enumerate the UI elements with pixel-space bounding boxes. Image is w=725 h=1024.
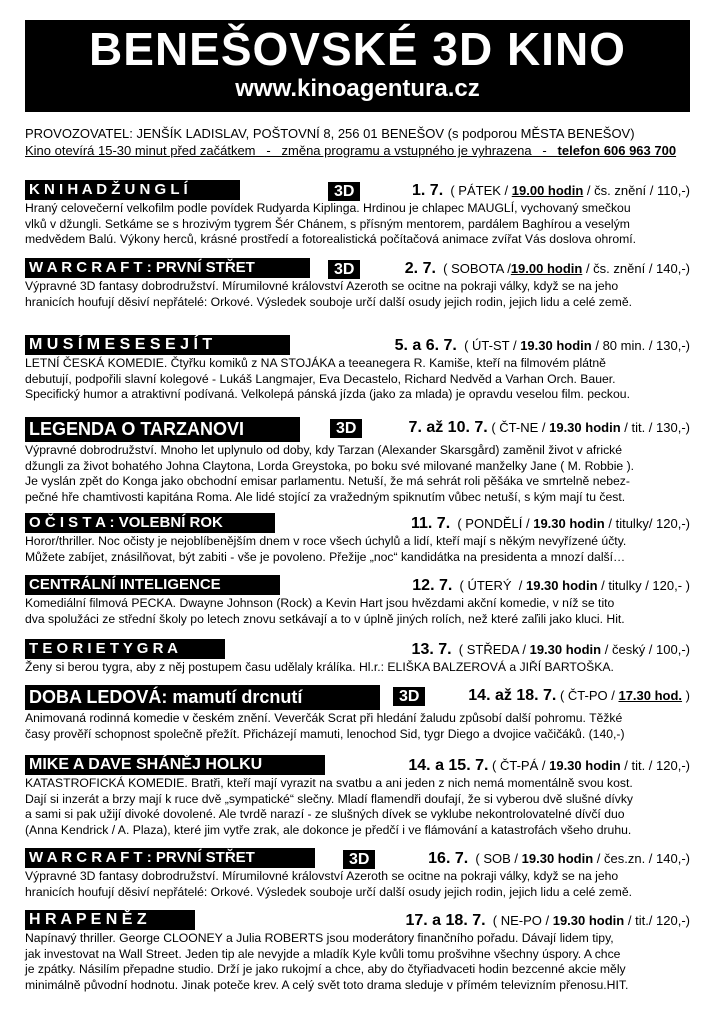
movie-description-line: Hraný celovečerní velkofilm podle povídek Rudyarda Kiplinga. Hrdinou je chlapec MAUGLÍ, vychovaný smečkou	[25, 201, 631, 215]
screening-info	[428, 850, 690, 868]
screening-details: / český / 100,-)	[601, 642, 690, 657]
screening-day: ( ÚT-ST /	[456, 338, 521, 353]
screening-info	[412, 577, 690, 595]
movie-description-line: je zpátky. Násilím přepadne studio. Drží je jako rukojmí a chce, aby do čtyřiadvaceti hodin bezcenné akcie měly	[25, 962, 626, 977]
screening-info	[408, 757, 690, 775]
movie-description-line: pečné hře chamtivosti kapitána Roma. Ale lidé stojící za vražedným spiknutím vůbec netuší, s kým mají tu čest.	[25, 489, 626, 504]
movie-description-line: Horor/thriller. Noc očisty je nejoblíbenějším dnem v roce všech úchylů a lidí, kteří mají s někým nevyřízené účty.	[25, 534, 627, 548]
movie-title-row	[25, 513, 690, 534]
screening-time: 19.00 hodin	[511, 183, 584, 198]
opening-note	[25, 142, 676, 159]
movie-title-row	[25, 335, 690, 356]
screening-day: ( ÚTERÝ /	[452, 578, 526, 593]
screening-info	[405, 260, 690, 278]
format-3d-badge: 3D	[328, 260, 360, 279]
screening-info	[411, 515, 690, 533]
movie-description-line: minimálně původní hodnotu. Jinak poteče krev. A celý svět toto drama sleduje v přímém televizním přenosu.HIT.	[25, 977, 629, 992]
movie-entry	[25, 417, 690, 505]
movie-entry	[25, 848, 690, 900]
movie-description-line: KATASTROFICKÁ KOMEDIE. Bratři, kteří mají vyrazit na svatbu a ani jeden z nich nemá momentálně svou kost.	[25, 776, 633, 790]
movie-title-row	[25, 755, 690, 776]
movie-entry	[25, 910, 690, 993]
screening-time: 19.30 hodin	[549, 420, 621, 435]
screening-day: ( PÁTEK /	[443, 183, 512, 198]
movie-title: O Č I S T A : VOLEBNÍ ROK	[25, 513, 275, 533]
movie-description-line: Výpravné dobrodružství. Mnoho let uplynulo od doby, kdy Tarzan (Alexander Skarsgård) zaměnil život v africké	[25, 443, 623, 457]
screening-details: / tit. / 120,-)	[620, 758, 690, 773]
screening-time: 17.30 hod.	[618, 688, 683, 703]
screening-time: 19.30 hodin	[549, 758, 621, 773]
movie-description-line: medvědem Balú. Výkony herců, krásné prostředí a fotorealistická počítačová animace zvířat Vás doslova ohromí.	[25, 232, 637, 247]
movie-title-row	[25, 910, 690, 931]
screening-details: / titulky / 120,- )	[597, 578, 690, 593]
screening-info	[412, 641, 690, 659]
movie-entry	[25, 258, 690, 310]
movie-title: W A R C R A F T : PRVNÍ STŘET	[25, 258, 310, 278]
screening-date: 5. a 6. 7.	[394, 337, 457, 354]
movie-title: H R A P E N Ě Z	[25, 910, 195, 930]
movie-title-row	[25, 417, 690, 443]
screening-details: / tit./ 120,-)	[624, 913, 690, 928]
screening-details: / tit. / 130,-)	[620, 420, 690, 435]
screening-time: 19.30 hodin	[552, 913, 625, 928]
movie-description-line: Dají si inzerát a brzy mají k ruce dvě „sympatické“ slečny. Mladí flamendři doufají, že si vyberou dvě slušné dívky	[25, 791, 634, 806]
screening-time: 19.30 hodin	[525, 578, 598, 593]
screening-details: / čs. znění / 140,-)	[582, 261, 690, 276]
page-header	[25, 20, 690, 112]
movie-description-line: časy prověří schopnost společně přežít. Přicházejí mamuti, lenochod Sid, tygr Diego a dvojice vačičáků. (140,-)	[25, 726, 625, 741]
screening-date: 17. a 18. 7.	[405, 912, 486, 929]
screening-day: ( ČT-PO /	[556, 688, 619, 703]
movie-description-line: a sami si pak užijí divoké dovolené. Ale tvrdě narazí - ze slušných dívek se vyklube nekontrolovatelné dívčí duo	[25, 807, 625, 822]
movie-title: CENTRÁLNÍ INTELIGENCE	[25, 575, 280, 595]
movie-description-line: Komediální filmová PECKA. Dwayne Johnson (Rock) a Kevin Hart jsou hvězdami akční komedie, v níž se tito	[25, 596, 615, 610]
screening-day: ( SOB /	[468, 851, 522, 866]
format-3d-badge: 3D	[393, 687, 425, 706]
provider-info	[25, 125, 676, 159]
screening-info	[405, 912, 690, 930]
movie-title-row	[25, 639, 690, 660]
opening-note-text: Kino otevírá 15-30 minut před začátkem - změna programu a vstupného je vyhrazena -	[25, 143, 558, 158]
screening-time: 19.00 hodin	[510, 261, 583, 276]
movie-title: M U S Í M E S E S E J Í T	[25, 335, 290, 355]
movie-title: MIKE A DAVE SHÁNĚJ HOLKU	[25, 755, 325, 775]
screening-info	[468, 687, 690, 705]
format-3d-badge: 3D	[328, 182, 360, 201]
screening-date: 12. 7.	[412, 577, 453, 594]
movie-title-row	[25, 180, 690, 201]
movie-entry	[25, 639, 690, 676]
movie-description-line: vlků v džungli. Setkáme se s hrozivým tygrem Šér Chánem, s přísným mentorem, pardálem Baghírou a veselým	[25, 216, 630, 231]
movie-description-line: Specifický humor a atraktivní podívaná. Velkolepá pánská jízda (jako za mlada) je opravdu veselou film. peckou.	[25, 387, 630, 402]
movie-title-row	[25, 685, 690, 711]
movie-entry	[25, 755, 690, 838]
movie-description-line: hranicích houfují děsiví nepřátelé: Orkové. Výsledek souboje určí další osudy jejich rodin, jejich lidu a celé země.	[25, 294, 632, 309]
format-3d-badge: 3D	[343, 850, 375, 869]
movie-description-line: jak investovat na Wall Street. Jeden tip ale nevyjde a mladík Kyle kvůli tomu prošvihne všechny úspory. A chce	[25, 946, 621, 961]
movie-description-line: Můžete zabíjet, znásilňovat, být zabiti - vše je povoleno. Přežije „noc“ kandidátka na presidenta a mnozí další…	[25, 549, 626, 564]
movie-description-line: Animovaná rodinná komedie v českém znění. Veverčák Scrat při hledání žaludu způsobí další pohromu. Těžké	[25, 711, 623, 725]
screening-details: / titulky/ 120,-)	[604, 516, 690, 531]
cinema-title: BENEŠOVSKÉ 3D KINO	[89, 23, 626, 75]
provider-line: PROVOZOVATEL: JENŠÍK LADISLAV, POŠTOVNÍ 8, 256 01 BENEŠOV (s podporou MĚSTA BENEŠOV)	[25, 126, 635, 141]
movie-entry	[25, 335, 690, 403]
screening-date: 14. a 15. 7.	[408, 757, 489, 774]
movie-description-line: hranicích houfují děsiví nepřátelé: Orkové. Výsledek souboje určí další osudy jejich rodin, jejich lidu a celé země.	[25, 884, 632, 899]
screening-date: 1. 7.	[412, 182, 444, 199]
screening-day: ( NE-PO /	[485, 913, 553, 928]
screening-time: 19.30 hodin	[521, 851, 594, 866]
movie-title: T E O R I E T Y G R A	[25, 639, 225, 659]
movie-title: K N I H A D Ž U N G L Í	[25, 180, 240, 200]
screening-day: ( ČT-PÁ /	[488, 758, 550, 773]
movie-entry	[25, 513, 690, 565]
movie-description-line: dva spolužáci ze střední školy po letech znovu setkávají a to v úplně jiných rolích, než které zaľili jako kluci. Hit.	[25, 611, 625, 626]
screening-info	[409, 419, 690, 437]
screening-date: 16. 7.	[428, 850, 469, 867]
screening-details: / čes.zn. / 140,-)	[593, 851, 690, 866]
screening-date: 7. až 10. 7.	[408, 419, 488, 436]
movie-description-line: džungli za život bohatého Johna Claytona, Lorda Greystoka, po boku své milované manželky Jane ( M. Robbie ).	[25, 458, 635, 473]
screening-details: )	[682, 688, 690, 703]
screening-day: ( SOBOTA /	[435, 261, 511, 276]
movie-title-row	[25, 575, 690, 596]
screening-date: 14. až 18. 7.	[468, 687, 557, 704]
screening-info	[412, 182, 690, 200]
movie-title: DOBA LEDOVÁ: mamutí drcnutí	[25, 685, 380, 710]
movie-entry	[25, 575, 690, 627]
screening-date: 11. 7.	[410, 515, 451, 532]
screening-details: / čs. znění / 110,-)	[583, 183, 690, 198]
screening-day: ( PONDĚLÍ /	[450, 516, 534, 531]
screening-day: ( ČT-NE /	[487, 420, 550, 435]
screening-time: 19.30 hodin	[529, 642, 602, 657]
screening-info	[395, 337, 690, 355]
screening-time: 19.30 hodin	[520, 338, 592, 353]
format-3d-badge: 3D	[330, 419, 362, 438]
movie-entry	[25, 180, 690, 248]
movie-description-line: Je vyslán zpět do Konga jako obchodní emisar parlamentu. Netuší, že má sehrát roli pěšáka ve smrtelně nebez-	[25, 474, 630, 489]
screening-date: 2. 7.	[404, 260, 436, 277]
movie-description-line: debutují, podpořili slavní kolegové - Lukáš Langmajer, Eva Decastelo, Richard Nedvěd a Varhan Orch. Bauer.	[25, 371, 616, 386]
movie-title: W A R C R A F T : PRVNÍ STŘET	[25, 848, 315, 868]
screening-day: ( STŘEDA /	[451, 642, 530, 657]
movie-entry	[25, 685, 690, 742]
screening-time: 19.30 hodin	[533, 516, 605, 531]
movie-description-line: (Anna Kendrick / A. Plaza), které jim vytře zrak, ale dokonce je předčí i ve flámování a katastrofách všeho druhu.	[25, 822, 632, 837]
movie-title-row	[25, 848, 690, 869]
website-link[interactable]: www.kinoagentura.cz	[235, 75, 480, 102]
movie-description-line: Výpravné 3D fantasy dobrodružství. Mírumilovné království Azeroth se ocitne na pokraji války, když se na jeho	[25, 279, 619, 293]
screening-details: / 80 min. / 130,-)	[591, 338, 690, 353]
movie-description-line: Napínavý thriller. George CLOONEY a Julia ROBERTS jsou moderátory finančního pořadu. Dávají lidem tipy,	[25, 931, 614, 945]
movie-description-line: LETNÍ ČESKÁ KOMEDIE. Čtyřku komiků z NA STOJÁKA a teeanegera R. Kamiše, kteří na filmovém plátně	[25, 356, 606, 370]
movie-description-line: Výpravné 3D fantasy dobrodružství. Mírumilovné království Azeroth se ocitne na pokraji války, když se na jeho	[25, 869, 619, 883]
phone-number: telefon 606 963 700	[557, 143, 677, 158]
movie-description-line: Ženy si berou tygra, aby z něj postupem času udělaly králíka. Hl.r.: ELIŠKA BALZEROVÁ a JIŘÍ BARTOŠKA.	[25, 660, 614, 674]
screening-date: 13. 7.	[411, 641, 452, 658]
movie-title-row	[25, 258, 690, 279]
movie-title: LEGENDA O TARZANOVI	[25, 417, 300, 442]
